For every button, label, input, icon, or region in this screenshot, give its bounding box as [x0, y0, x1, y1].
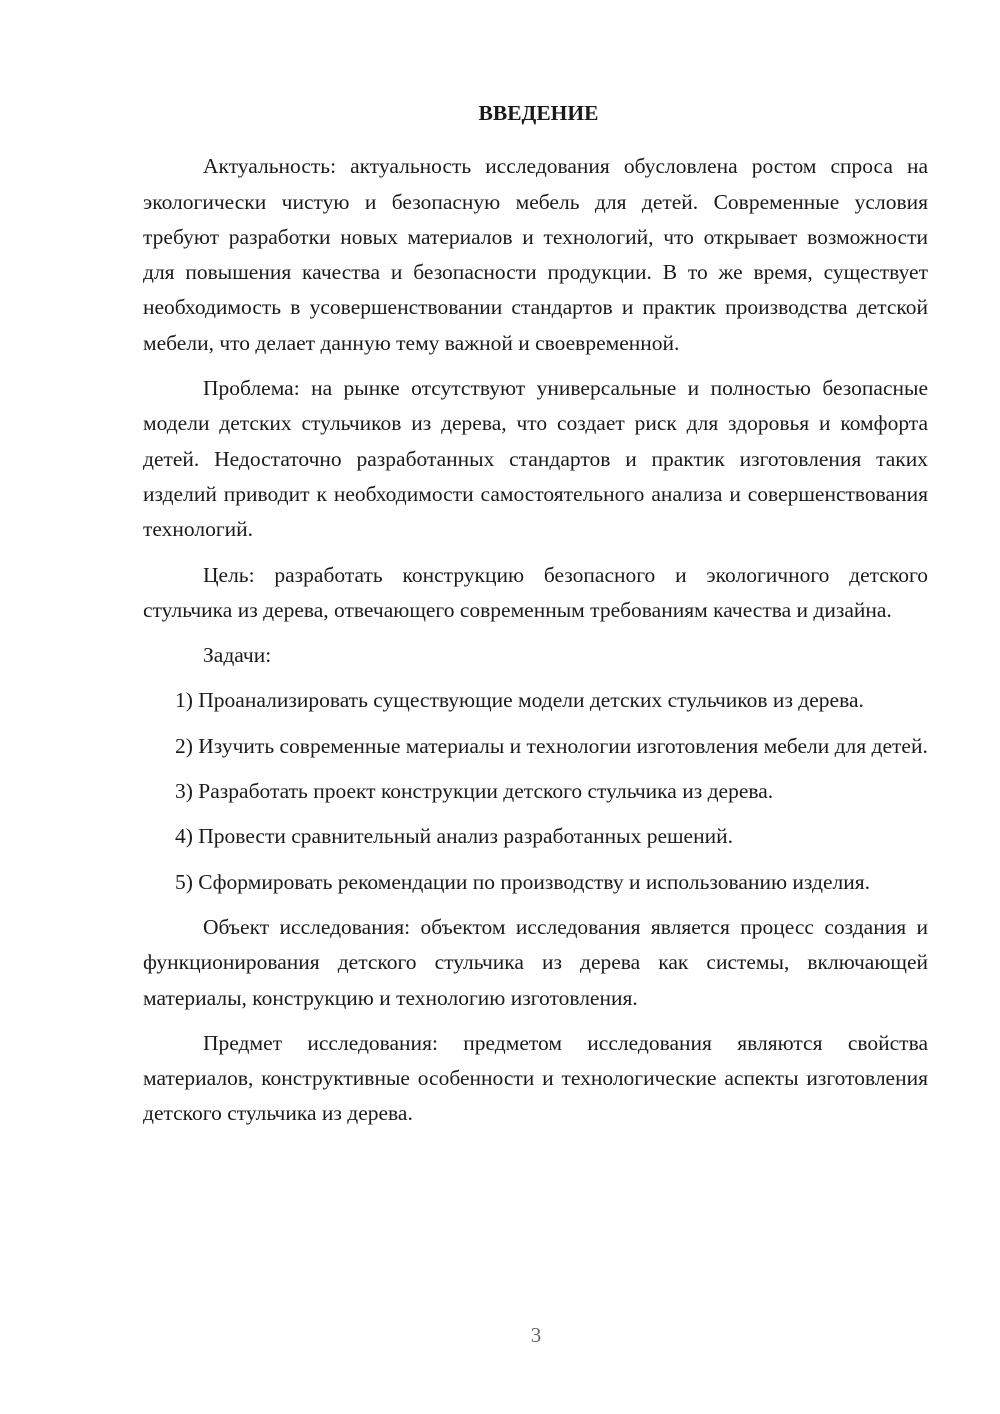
paragraph-problem: Проблема: на рынке отсутствуют универсальные и полностью безопасные модели детских стульчиков из дерева, что создает риск для здоровья и комфорта детей. Недостаточно разработанных стандартов и практик изготовления таких изделий приводит к необходимости самостоятельного анализа и совершенствования технологий. — [143, 376, 928, 542]
paragraph-object: Объект исследования: объектом исследования является процесс создания и функционирования детского стульчика из дерева как системы, включающей материалы, конструкцию и технологию изготовления. — [143, 914, 928, 1010]
task-item: 5) Сформировать рекомендации по производству и использованию изделия. — [175, 869, 870, 894]
task-item: 2) Изучить современные материалы и технологии изготовления мебели для детей. — [175, 733, 928, 758]
paragraph-goal: Цель: разработать конструкцию безопасного и экологичного детского стульчика из дерева, отвечающего современным требованиям качества и дизайна. — [143, 562, 928, 622]
task-item: 3) Разработать проект конструкции детского стульчика из дерева. — [175, 779, 774, 804]
paragraph-tasks-label: Задачи: — [203, 643, 272, 668]
document-page — [143, 96, 928, 1142]
paragraph-relevance: Актуальность: актуальность исследования обусловлена ростом спроса на экологически чистую и безопасную мебель для детей. Современные условия требуют разработки новых материалов и технологий, что открывает возможности для повышения качества и безопасности продукции. В то же время, существует необходимость в усовершенствовании стандартов и практик производства детской мебели, что делает данную тему важной и своевременной. — [143, 154, 928, 355]
section-heading: ВВЕДЕНИЕ — [478, 101, 599, 125]
task-item: 4) Провести сравнительный анализ разработанных решений. — [175, 824, 733, 849]
page-number: 3 — [530, 1323, 542, 1347]
task-item: 1) Проанализировать существующие модели детских стульчиков из дерева. — [175, 688, 864, 713]
paragraph-subject: Предмет исследования: предметом исследования являются свойства материалов, конструктивные особенности и технологические аспекты изготовления детского стульчика из дерева. — [143, 1030, 928, 1126]
